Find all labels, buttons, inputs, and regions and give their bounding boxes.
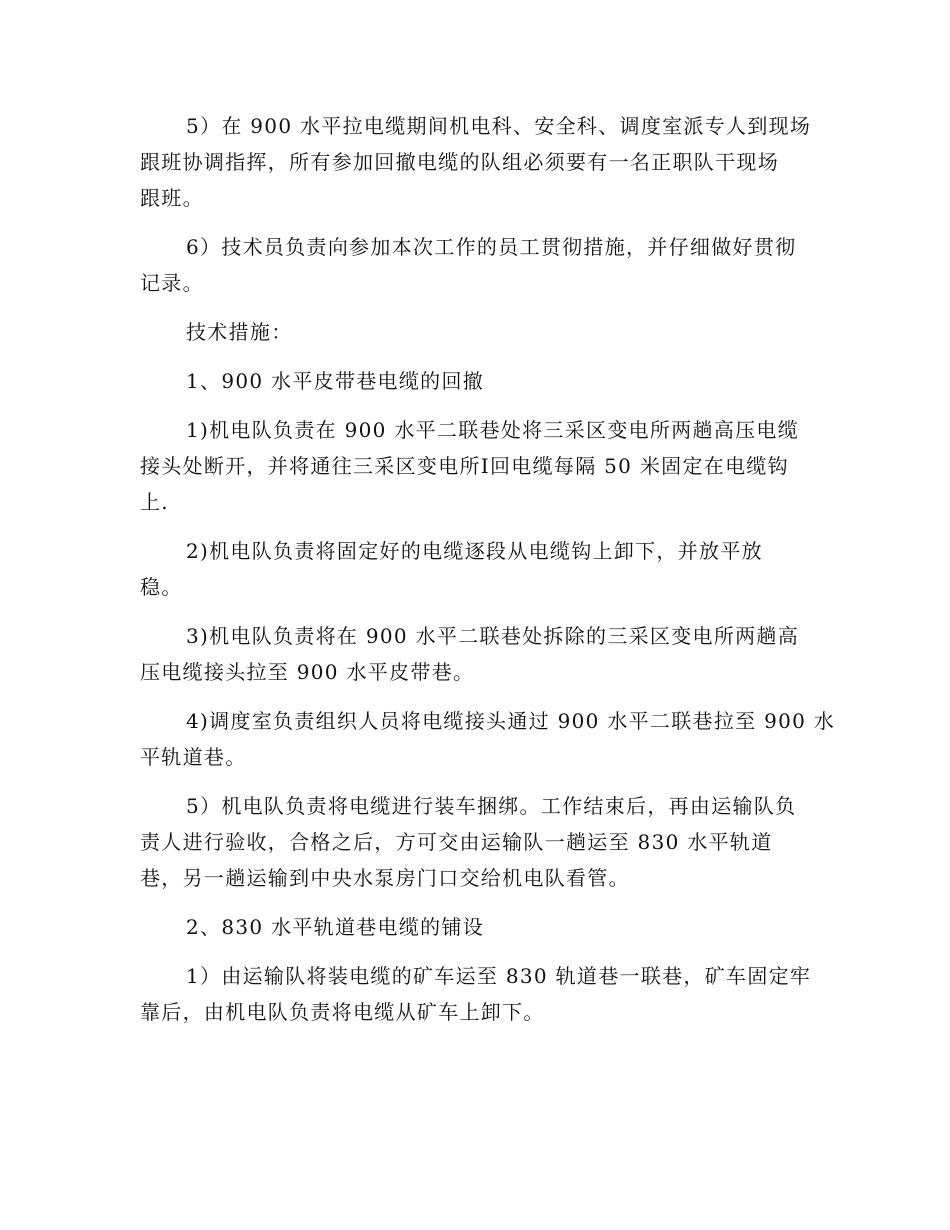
subsection-heading-1 (140, 363, 820, 399)
text-line: 1、900 水平皮带巷电缆的回撤 (186, 369, 485, 393)
paragraph-p7 (140, 618, 820, 690)
paragraph-p8 (140, 703, 836, 775)
text-line: 2、830 水平轨道巷电缆的铺设 (186, 915, 485, 939)
subsection-heading-2 (140, 909, 820, 945)
text-line: 接头处断开，并将通往三采区变电所Ⅰ回电缆每隔 50 米固定在电缆钩 (140, 454, 789, 478)
text-line: 靠后，由机电队负责将电缆从矿车上卸下。 (140, 1000, 545, 1024)
text-line: 上. (140, 490, 169, 514)
text-line: 5）机电队负责将电缆进行装车捆绑。工作结束后，再由运输队负 (186, 794, 797, 818)
text-line: 跟班。 (140, 186, 204, 210)
text-line: 稳。 (140, 575, 183, 599)
paragraph-p1 (140, 108, 820, 216)
paragraph-p11 (140, 958, 820, 1030)
text-line: 5）在 900 水平拉电缆期间机电科、安全科、调度室派专人到现场 (186, 114, 812, 138)
paragraph-p6 (140, 533, 820, 605)
text-line: 技术措施： (186, 320, 293, 344)
section-heading-technical-measures (140, 314, 820, 350)
text-line: 巷，另一趟运输到中央水泵房门口交给机电队看管。 (140, 866, 630, 890)
text-line: 1)机电队负责在 900 水平二联巷处将三采区变电所两趟高压电缆 (186, 418, 800, 442)
text-line: 平轨道巷。 (140, 745, 247, 769)
text-line: 2)机电队负责将固定好的电缆逐段从电缆钩上卸下，并放平放 (186, 539, 763, 563)
text-line: 4)调度室负责组织人员将电缆接头通过 900 水平二联巷拉至 900 水 (186, 709, 836, 733)
text-line: 6）技术员负责向参加本次工作的员工贯彻措施，并仔细做好贯彻 (186, 235, 797, 259)
text-line: 记录。 (140, 271, 204, 295)
paragraph-p2 (140, 229, 820, 301)
text-line: 责人进行验收，合格之后，方可交由运输队一趟运至 830 水平轨道 (140, 830, 773, 854)
text-line: 3)机电队负责将在 900 水平二联巷处拆除的三采区变电所两趟高 (186, 624, 800, 648)
paragraph-p9 (140, 788, 820, 896)
text-line: 跟班协调指挥，所有参加回撤电缆的队组必须要有一名正职队干现场 (140, 150, 779, 174)
text-line: 1）由运输队将装电缆的矿车运至 830 轨道巷一联巷，矿车固定牢 (186, 964, 812, 988)
paragraph-p5 (140, 412, 820, 520)
text-line: 压电缆接头拉至 900 水平皮带巷。 (140, 660, 475, 684)
document-body (140, 108, 836, 1030)
